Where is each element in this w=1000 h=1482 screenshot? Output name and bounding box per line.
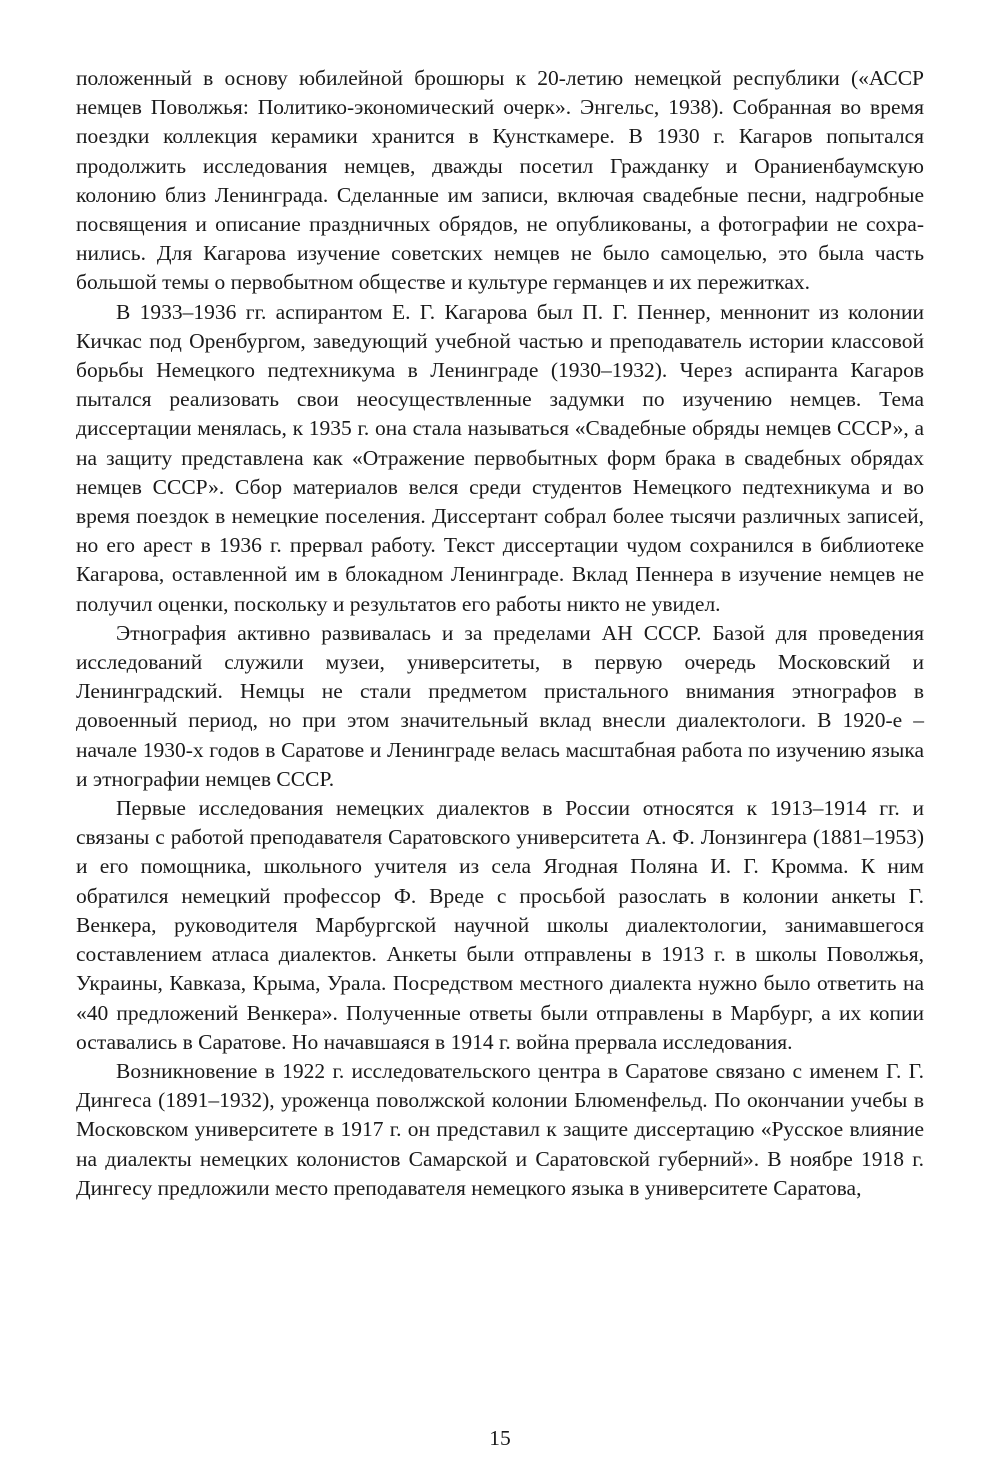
paragraph-penner: В 1933–1936 гг. аспирантом Е. Г. Кагарова был П. Г. Пеннер, меннонит из колонии Кичкас под Оренбургом, заведующий учебной частью и преподаватель истории классовой борьбы Немецкого педтехникума в Ленинграде (1930–1932). Через аспиранта Кагаров пытался реализовать свои неосуществленные задумки по изучению немцев. Тема диссертации менялась, к 1935 г. она стала называться «Свадебные обряды немцев СССР», а на защиту представлена как «Отражение первобытных форм брака в свадебных обрядах немцев СССР». Сбор материалов велся среди студентов Немецкого педтехникума и во время поездок в немецкие поселения. Диссертант собрал более тысячи различных записей, но его арест в 1936 г. прервал работу. Текст диссертации чудом сохранился в библиотеке Кагарова, оставленной им в блокадном Ленинграде. Вклад Пеннера в изучение немцев не получил оценки, поскольку и результатов его работы никто не увидел. [76,299,924,616]
paragraph-dinges: Возникновение в 1922 г. исследовательского центра в Саратове связано с именем Г. Г. Дингеса (1891–1932), уроженца поволжской колонии Блюменфельд. По окончании учебы в Московском университете в 1917 г. он представил к защите диссертацию «Русское влияние на диалекты немецких колонистов Самарской и Саратовской губерний». В ноябре 1918 г. Дингесу предложили место преподавателя немецкого языка в университете Саратова, [76,1058,924,1200]
paragraph-continuation: положенный в основу юбилейной брошюры к 20-летию немецкой республики («АССР немцев Поволжья: Политико-экономический очерк». Энгельс, 1938). Собранная во время поездки коллекция керамики хранится в Кунсткамере. В 1930 г. Кагаров попытался продолжить исследования немцев, дважды посетил Гражданку и Ораниенбаумскую колонию близ Ленинграда. Сделанные им записи, включая свадебные песни, надгробные посвящения и описание праздничных обрядов, не опубликованы, а фотографии не сохранились. Для Кагарова изучение советских немцев не было самоцелью, это была часть большой темы о первобытном обществе и культуре германцев и их пережитках. [76,66,924,295]
page-body [76,64,924,1203]
paragraph-ethnography: Этнография активно развивалась и за пределами АН СССР. Базой для проведения исследований служили музеи, университеты, в первую очередь Московский и Ленинградский. Немцы не стали предметом пристального внимания этнографов в довоенный период, но при этом значительный вклад внесли диалектологи. В 1920-е – начале 1930-х годов в Саратове и Ленинграде велась масштабная работа по изучению языка и этнографии немцев СССР. [76,620,924,791]
paragraph-dialects: Первые исследования немецких диалектов в России относятся к 1913–1914 гг. и связаны с работой преподавателя Саратовского университета А. Ф. Лонзингера (1881–1953) и его помощника, школьного учителя из села Ягодная Поляна И. Г. Кромма. К ним обратился немецкий профессор Ф. Вреде с просьбой разослать в колонии анкеты Г. Венкера, руководителя Марбургской научной школы диалектологии, занимавшегося составлением атласа диалектов. Анкеты были отправлены в 1913 г. в школы Поволжья, Украины, Кавказа, Крыма, Урала. Посредством местного диалекта нужно было ответить на «40 предложений Венкера». Полученные ответы были отправлены в Марбург, а их копии оставались в Саратове. Но начавшаяся в 1914 г. война прервала исследования. [76,796,924,1054]
page-number: 15 [489,1426,511,1450]
